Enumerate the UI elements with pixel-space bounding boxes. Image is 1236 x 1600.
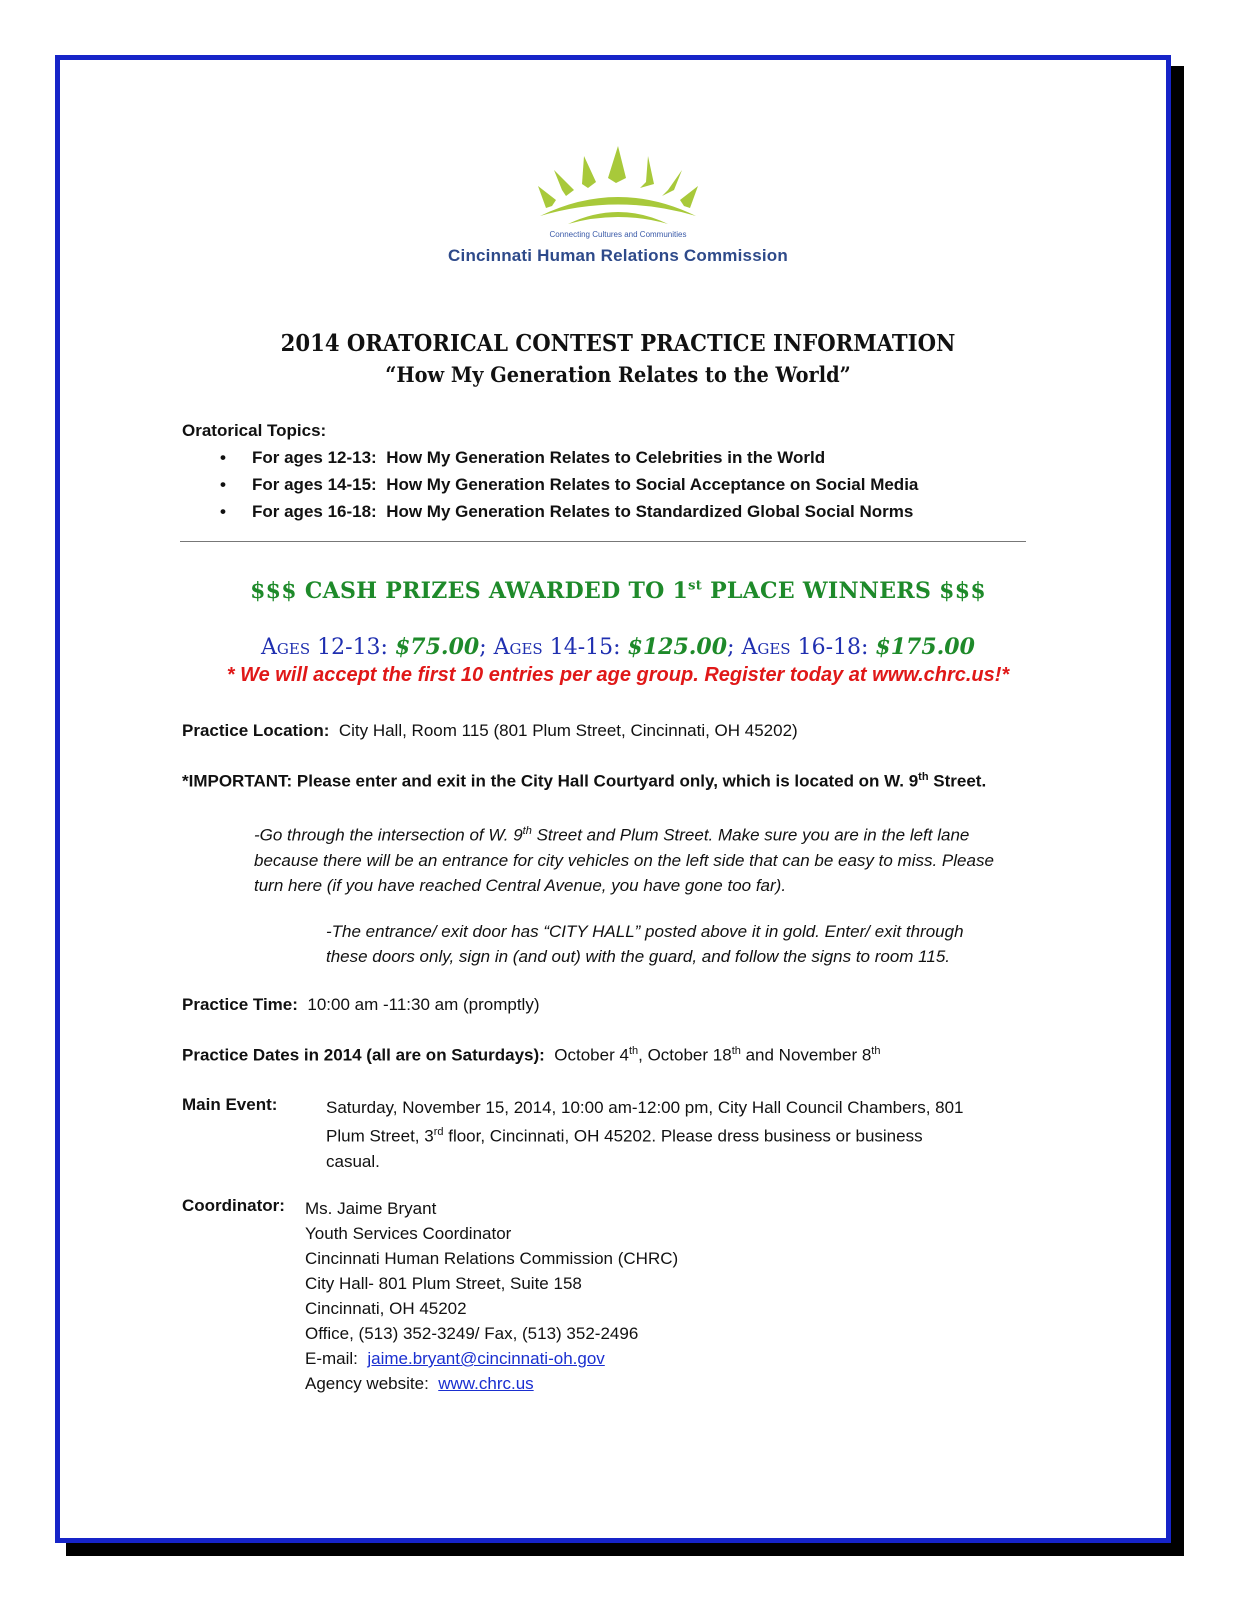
practice-dates-label: Practice Dates in 2014 (all are on Saturdays): (182, 1045, 545, 1065)
prize-age-label: Ages 14-15: (493, 635, 621, 660)
coordinator-title: Youth Services Coordinator (305, 1224, 512, 1243)
topic-text: How My Generation Relates to Social Acceptance on Social Media (386, 475, 919, 494)
email-link[interactable]: jaime.bryant@cincinnati-oh.gov (367, 1349, 605, 1368)
coordinator-address: City Hall- 801 Plum Street, Suite 158 (305, 1274, 582, 1293)
topics-heading: Oratorical Topics: (182, 421, 327, 440)
website-label: Agency website: (305, 1374, 429, 1393)
practice-dates: Practice Dates in 2014 (all are on Saturdays): October 4th, October 18th and November 8th (182, 1045, 881, 1065)
topics-list (212, 444, 918, 525)
list-item (212, 444, 918, 471)
logo-tagline: Connecting Cultures and Communities (549, 230, 687, 239)
important-note: *IMPORTANT: Please enter and exit in the City Hall Courtyard only, which is located on W. 9th Street. (182, 771, 987, 791)
topic-text: How My Generation Relates to Standardized Global Social Norms (386, 502, 914, 521)
bullet-icon: • (220, 448, 226, 467)
cash-prize-banner: $$$ CASH PRIZES AWARDED TO 1st PLACE WINNERS $$$ (250, 578, 986, 604)
main-event-details: Saturday, November 15, 2014, 10:00 am-12:00 pm, City Hall Council Chambers, 801 Plum Street, 3rd floor, Cincinnati, OH 45202. Please dress business or business casual. (326, 1098, 964, 1171)
organization-name: Cincinnati Human Relations Commission (448, 246, 788, 265)
practice-location-value: City Hall, Room 115 (801 Plum Street, Cincinnati, OH 45202) (338, 721, 798, 740)
prize-amount: $125.00 (627, 634, 728, 660)
page-subtitle: “How My Generation Relates to the World” (385, 362, 851, 387)
coordinator-city: Cincinnati, OH 45202 (305, 1299, 467, 1318)
practice-time (182, 995, 540, 1015)
coordinator-contact (305, 1196, 678, 1396)
directions-paragraph-2: -The entrance/ exit door has “CITY HALL” posted above it in gold. Enter/ exit through these doors only, sign in (and out) with the guard, and follow the signs to room 115. (326, 922, 964, 966)
topic-text: How My Generation Relates to Celebrities in the World (386, 448, 826, 467)
list-item (212, 471, 918, 498)
bullet-icon: • (220, 475, 226, 494)
topic-ages: For ages 14-15: (252, 475, 377, 494)
directions-paragraph-1: -Go through the intersection of W. 9th Street and Plum Street. Make sure you are in the left lane because there will be an entrance for city vehicles on the left side that can be easy to miss. Please turn here (if you have reached Central Avenue, you have gone too far). (254, 825, 994, 895)
prize-age-label: Ages 12-13: (261, 635, 388, 660)
divider (180, 541, 1026, 542)
bullet-icon: • (220, 502, 226, 521)
practice-location-label: Practice Location: (182, 721, 330, 740)
coordinator-phone: Office, (513) 352-3249/ Fax, (513) 352-2496 (305, 1324, 639, 1343)
registration-notice: * We will accept the first 10 entries per age group. Register today at www.chrc.us!* (226, 664, 1010, 686)
page-title: 2014 ORATORICAL CONTEST PRACTICE INFORMATION (280, 330, 956, 357)
email-label: E-mail: (305, 1349, 358, 1368)
practice-location (182, 721, 798, 741)
website-link[interactable]: www.chrc.us (438, 1374, 534, 1393)
prize-amount: $75.00 (394, 634, 480, 660)
topic-ages: For ages 12-13: (252, 448, 377, 467)
topic-ages: For ages 16-18: (252, 502, 377, 521)
prize-age-label: Ages 16-18: (741, 635, 869, 660)
sun-logo-icon (528, 138, 708, 238)
coordinator-label: Coordinator: (182, 1196, 285, 1215)
practice-time-label: Practice Time: (182, 995, 298, 1014)
prize-amount: $175.00 (875, 634, 975, 660)
main-event-label: Main Event: (182, 1095, 278, 1114)
list-item (212, 498, 918, 525)
prize-amounts: Ages 12-13: $75.00; Ages 14-15: $125.00; Ages 16-18: $175.00 (261, 634, 975, 660)
practice-time-value: 10:00 am -11:30 am (promptly) (307, 995, 540, 1014)
coordinator-org: Cincinnati Human Relations Commission (CHRC) (305, 1249, 679, 1268)
coordinator-name: Ms. Jaime Bryant (305, 1199, 437, 1218)
